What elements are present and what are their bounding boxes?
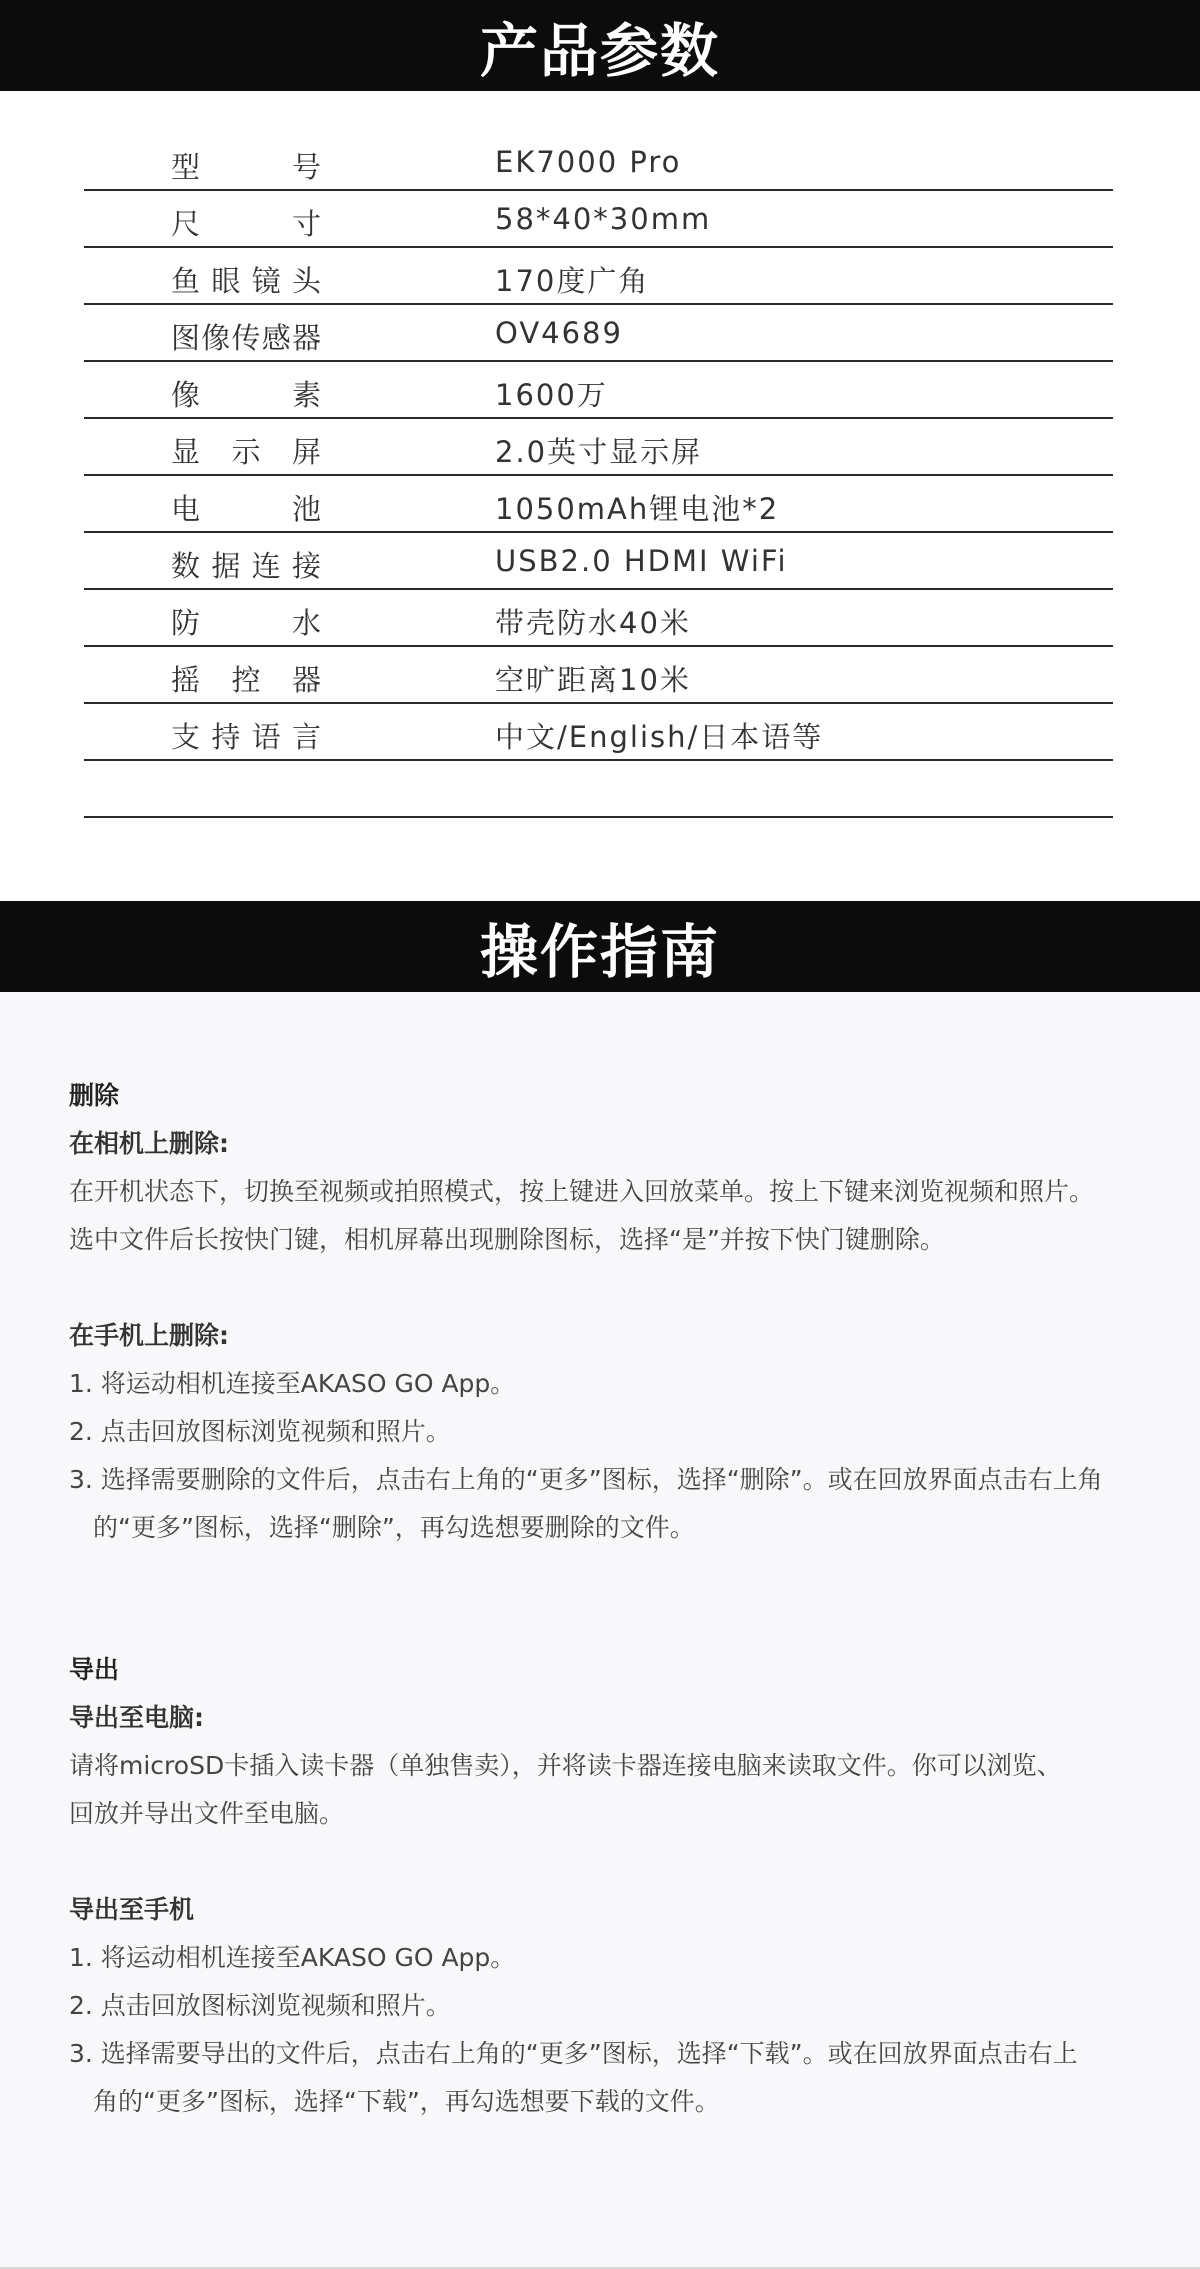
spec-row (84, 647, 1113, 704)
spec-label (171, 658, 321, 699)
spec-label (171, 259, 321, 300)
export-phone-heading: 导出至手机 (69, 1895, 195, 1924)
delete-title: 删除 (69, 1081, 120, 1110)
spec-label-char: 语 (251, 720, 281, 754)
spec-label-char: 寸 (291, 207, 321, 241)
spec-label-char: 感 (261, 321, 291, 355)
spec-label-char: 持 (211, 720, 241, 754)
spec-value: 170度广角 (495, 264, 650, 298)
spec-label-char: 言 (291, 720, 321, 754)
spec-label-char: 控 (231, 663, 261, 697)
spec-value: 2.0英寸显示屏 (495, 435, 703, 469)
export-phone-block (69, 1886, 1169, 2126)
spec-row (84, 362, 1113, 419)
spec-row (84, 533, 1113, 590)
spec-row (84, 134, 1113, 191)
spec-label-char: 鱼 (171, 264, 201, 298)
spec-label-char: 防 (171, 606, 201, 640)
spec-value: 空旷距离10米 (495, 663, 691, 697)
spec-label (171, 202, 321, 243)
spec-label-char: 摇 (171, 663, 201, 697)
spec-label (171, 430, 321, 471)
spec-table (84, 134, 1113, 818)
export-phone-step: 3. 选择需要导出的文件后，点击右上角的“更多”图标，选择“下载”。或在回放界面点击右上 (69, 2039, 1078, 2068)
spec-value: 带壳防水40米 (495, 606, 691, 640)
spec-label (171, 544, 321, 585)
spec-label-char: 号 (291, 150, 321, 184)
spec-row (84, 419, 1113, 476)
spec-label-char: 支 (171, 720, 201, 754)
params-title: 产品参数 (479, 16, 720, 85)
spec-label-char: 镜 (251, 264, 281, 298)
spec-label-char: 数 (171, 549, 201, 583)
export-phone-step: 2. 点击回放图标浏览视频和照片。 (69, 1991, 451, 2020)
spec-label-char: 像 (171, 378, 201, 412)
spec-label-char: 图 (171, 321, 201, 355)
spec-label (171, 373, 321, 414)
export-pc-line: 请将microSD卡插入读卡器（单独售卖），并将读卡器连接电脑来读取文件。你可以浏览、 (69, 1751, 1062, 1780)
spec-label (171, 487, 321, 528)
spec-label-char: 示 (231, 435, 261, 469)
spec-label-char: 显 (171, 435, 201, 469)
spec-label-char: 池 (291, 492, 321, 526)
spec-label-char: 像 (201, 321, 231, 355)
spec-value: 1050mAh锂电池*2 (495, 492, 780, 526)
spec-label (171, 316, 321, 357)
spec-label-char: 传 (231, 321, 261, 355)
delete-camera-line: 选中文件后长按快门键，相机屏幕出现删除图标，选择“是”并按下快门键删除。 (69, 1225, 945, 1254)
spec-value: 1600万 (495, 378, 608, 412)
delete-camera-heading: 在相机上删除: (69, 1129, 229, 1158)
spec-row (84, 191, 1113, 248)
spec-label-char: 接 (291, 549, 321, 583)
spec-label-char: 素 (291, 378, 321, 412)
spec-label (171, 145, 321, 186)
spec-label-char: 电 (171, 492, 201, 526)
spec-value: EK7000 Pro (495, 145, 682, 179)
spec-label-char: 屏 (291, 435, 321, 469)
spec-label-char: 头 (291, 264, 321, 298)
spec-value: USB2.0 HDMI WiFi (495, 544, 788, 578)
spec-label-char: 器 (291, 321, 321, 355)
spec-label-char: 型 (171, 150, 201, 184)
spec-row (84, 590, 1113, 647)
spec-row (84, 476, 1113, 533)
spec-label-char: 水 (291, 606, 321, 640)
params-banner (0, 0, 1200, 91)
spec-value: 中文/English/日本语等 (495, 720, 824, 754)
guide-banner (0, 901, 1200, 992)
spec-label (171, 715, 321, 756)
export-phone-step-cont: 角的“更多”图标，选择“下载”，再勾选想要下载的文件。 (93, 2087, 720, 2116)
delete-phone-block (69, 1312, 1169, 1552)
spec-value: 58*40*30mm (495, 202, 712, 236)
delete-phone-heading: 在手机上删除: (69, 1321, 229, 1350)
spec-row (84, 305, 1113, 362)
delete-camera-line: 在开机状态下，切换至视频或拍照模式，按上键进入回放菜单。按上下键来浏览视频和照片。 (69, 1177, 1095, 1206)
spec-label-char: 眼 (211, 264, 241, 298)
guide-title: 操作指南 (479, 917, 720, 986)
spec-label-char: 连 (251, 549, 281, 583)
export-pc-line: 回放并导出文件至电脑。 (69, 1799, 345, 1828)
export-pc-heading: 导出至电脑: (69, 1703, 204, 1732)
export-block (69, 1646, 1169, 1838)
spec-label-char: 据 (211, 549, 241, 583)
spec-label-char: 尺 (171, 207, 201, 241)
export-phone-step: 1. 将运动相机连接至AKASO GO App。 (69, 1943, 516, 1972)
spec-label (171, 601, 321, 642)
delete-block (69, 1072, 1169, 1264)
spec-row (84, 704, 1113, 761)
delete-phone-step: 2. 点击回放图标浏览视频和照片。 (69, 1417, 451, 1446)
export-title: 导出 (69, 1655, 120, 1684)
spec-row (84, 248, 1113, 305)
spec-row (84, 761, 1113, 818)
guide-section (0, 992, 1200, 2269)
spec-label-char: 器 (291, 663, 321, 697)
delete-phone-step: 1. 将运动相机连接至AKASO GO App。 (69, 1369, 516, 1398)
delete-phone-step: 3. 选择需要删除的文件后，点击右上角的“更多”图标，选择“删除”。或在回放界面点击右上角 (69, 1465, 1103, 1494)
delete-phone-step-cont: 的“更多”图标，选择“删除”，再勾选想要删除的文件。 (93, 1513, 695, 1542)
spec-value: OV4689 (495, 316, 623, 350)
